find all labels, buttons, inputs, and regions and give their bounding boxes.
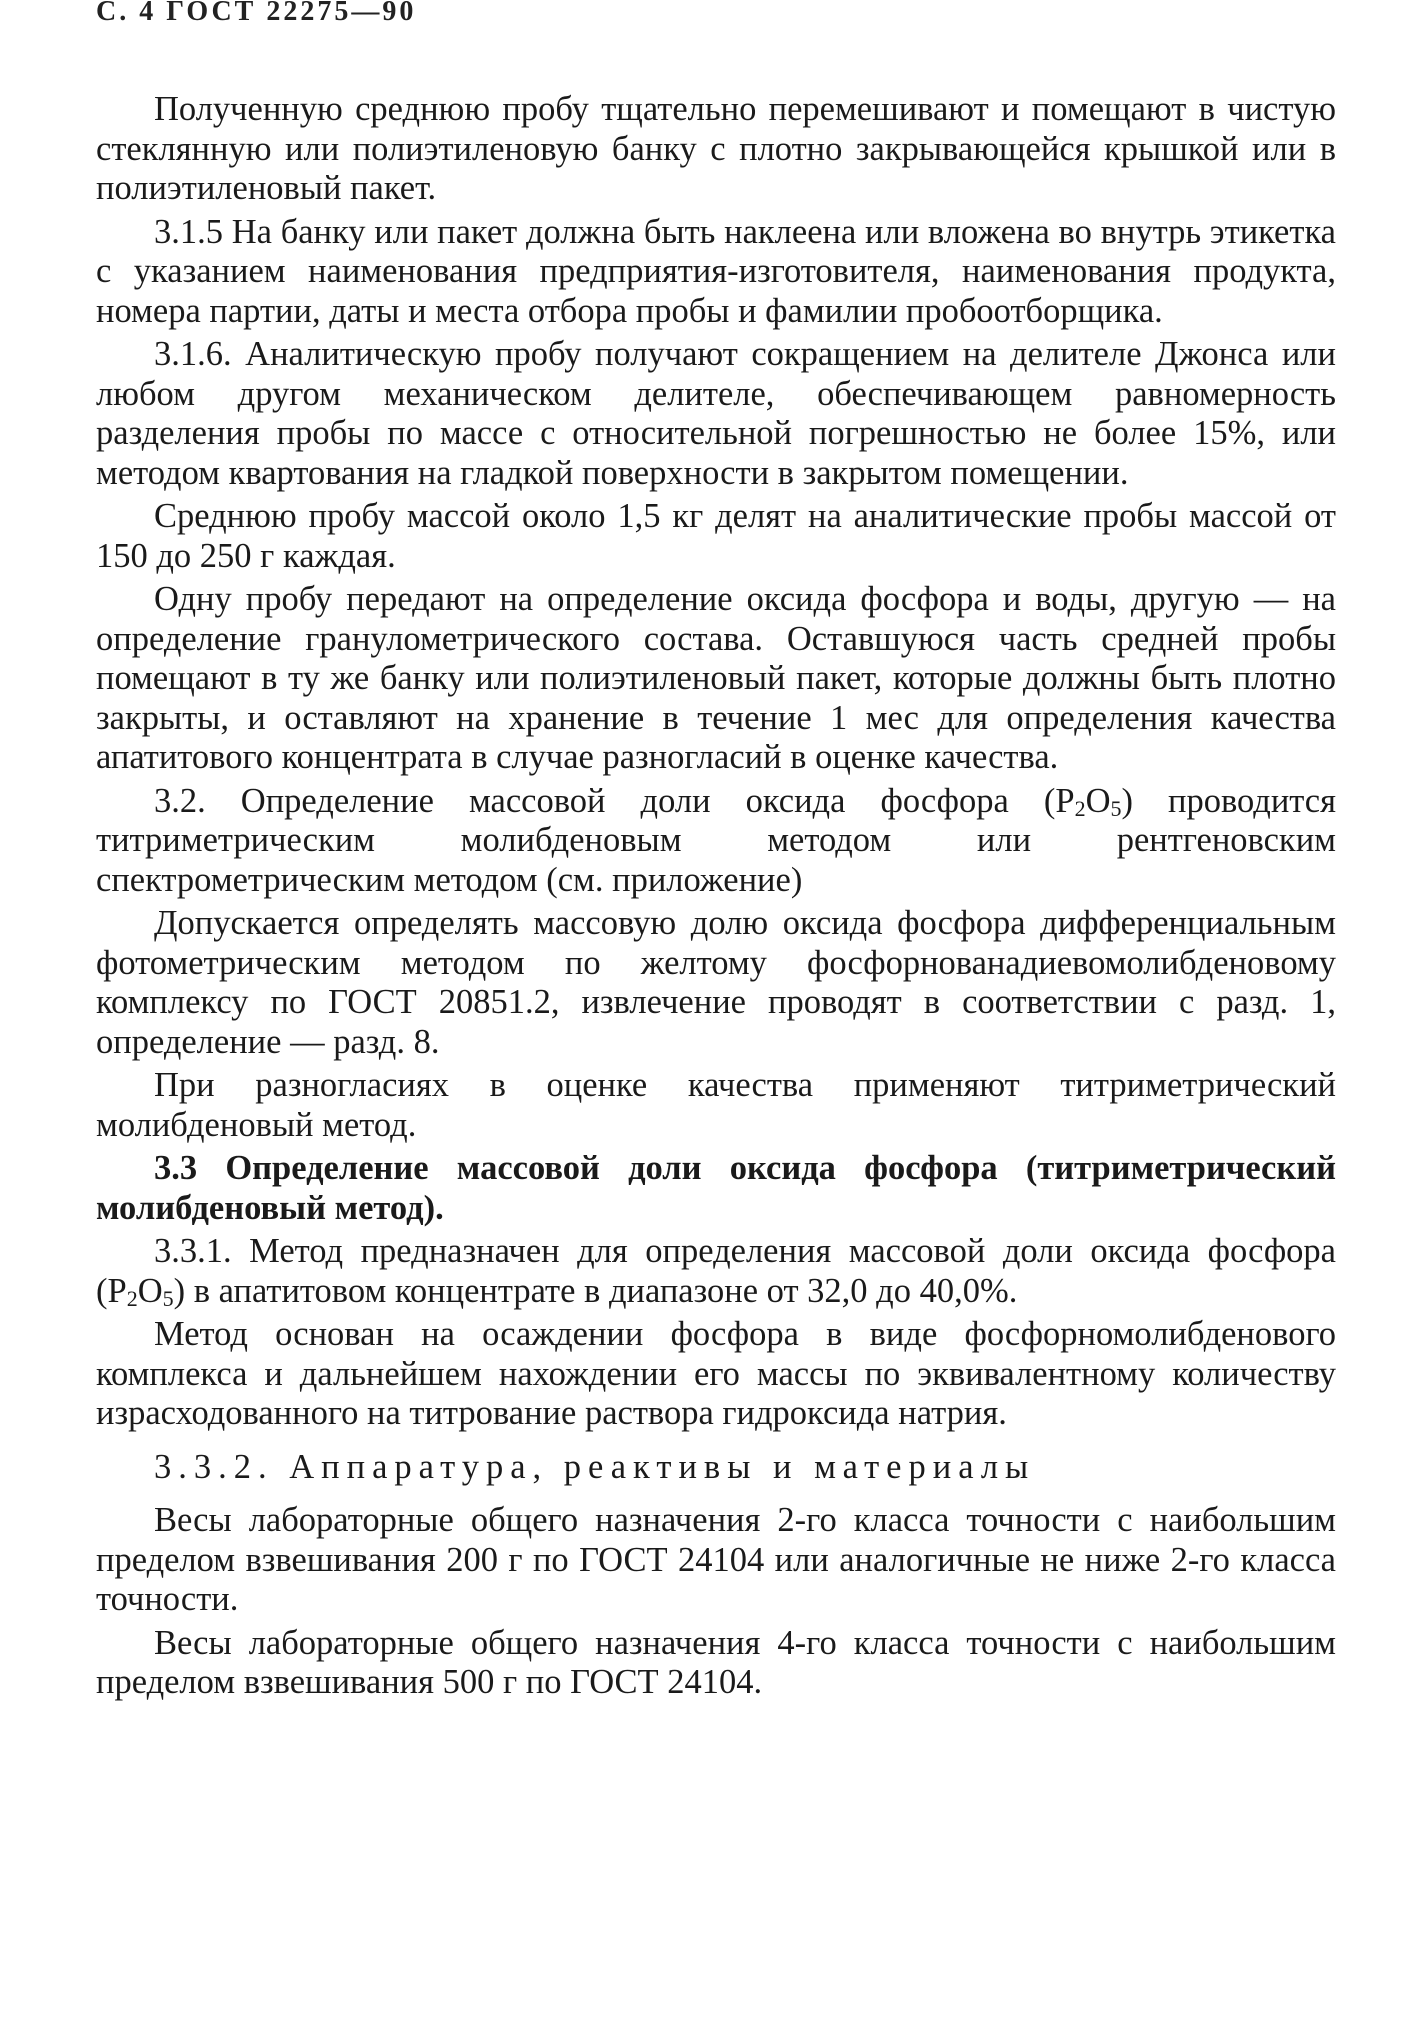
text-run: O (137, 1271, 163, 1310)
paragraph: Одну пробу передают на определение оксида фосфора и воды, другую — на определение гранулометрического состава. Оставшуюся часть средней пробы помещают в ту же банку или полиэтиленовый пакет, которые должны быть плотно закрыты, и оставляют на хранение в течение 1 мес для определения качества апатитового концентрата в случае разногласий в оценке качества. (96, 580, 1336, 776)
paragraph: Метод основан на осаждении фосфора в виде фосфорномолибденового комплекса и дальнейшем нахождении его массы по эквивалентному количеству израсходованного на титрование раствора гидроксида натрия. (96, 1315, 1336, 1432)
text-run: ) в апатитовом концентрате в диапазоне от 32,0 до 40,0%. (173, 1271, 1018, 1310)
paragraph: Весы лабораторные общего назначения 4-го класса точности с наибольшим пределом взвешивания 500 г по ГОСТ 24104. (96, 1623, 1336, 1701)
section-heading-3-3: 3.3 Определение массовой доли оксида фосфора (титриметрический молибденовый метод). (96, 1149, 1336, 1227)
paragraph-3-1-6: 3.1.6. Аналитическую пробу получают сокращением на делителе Джонса или любом другом механическом делителе, обеспечивающем равномерность разделения пробы по массе с относительной погрешностью не более 15%, или методом квартования на гладкой поверхности в закрытом помещении. (96, 335, 1336, 492)
paragraph-3-1-5: 3.1.5 На банку или пакет должна быть наклеена или вложена во внутрь этикетка с указанием наименования предприятия-изготовителя, наименования продукта, номера партии, даты и места отбора пробы и фамилии пробоотборщика. (96, 212, 1336, 330)
subscript: 5 (162, 1285, 174, 1311)
paragraph: Полученную среднюю пробу тщательно перемешивают и помещают в чистую стеклянную или полиэтиленовую банку с плотно закрывающейся крышкой или в полиэтиленовый пакет. (96, 90, 1336, 207)
subscript: 2 (1074, 795, 1086, 821)
paragraph: Весы лабораторные общего назначения 2-го класса точности с наибольшим пределом взвешивания 200 г по ГОСТ 24104 или аналогичные не ниже 2-го класса точности. (96, 1501, 1336, 1618)
paragraph: Допускается определять массовую долю оксида фосфора дифференциальным фотометрическим методом по желтому фосфорнованадиевомолибденовому комплексу по ГОСТ 20851.2, извлечение проводят в соответствии с разд. 1, определение — разд. 8. (96, 904, 1336, 1061)
document-page (96, 0, 1336, 2036)
page-header: С. 4 ГОСТ 22275—90 (96, 0, 417, 27)
text-run: 3.3.1. Метод предназначен для определения массовой доли оксида фосфора (P (96, 1232, 1336, 1310)
text-run: 3.2. Определение массовой доли оксида фосфора (P (154, 781, 1075, 820)
paragraph-3-2 (96, 782, 1336, 901)
subscript: 5 (1110, 795, 1122, 821)
paragraph-3-3-1 (96, 1232, 1336, 1311)
paragraph: Среднюю пробу массой около 1,5 кг делят на аналитические пробы массой от 150 до 250 г каждая. (96, 497, 1336, 575)
document-body (96, 90, 1336, 1703)
subsection-heading-3-3-2: 3.3.2. Аппаратура, реактивы и материалы (154, 1447, 1036, 1486)
paragraph: При разногласиях в оценке качества применяют титриметрический молибденовый метод. (96, 1066, 1336, 1144)
text-run: O (1085, 781, 1111, 820)
subscript: 2 (126, 1285, 138, 1311)
text-run: ) проводится титриметрическим молибденовым методом или рентгеновским спектрометрическим методом (см. приложение) (96, 781, 1336, 899)
